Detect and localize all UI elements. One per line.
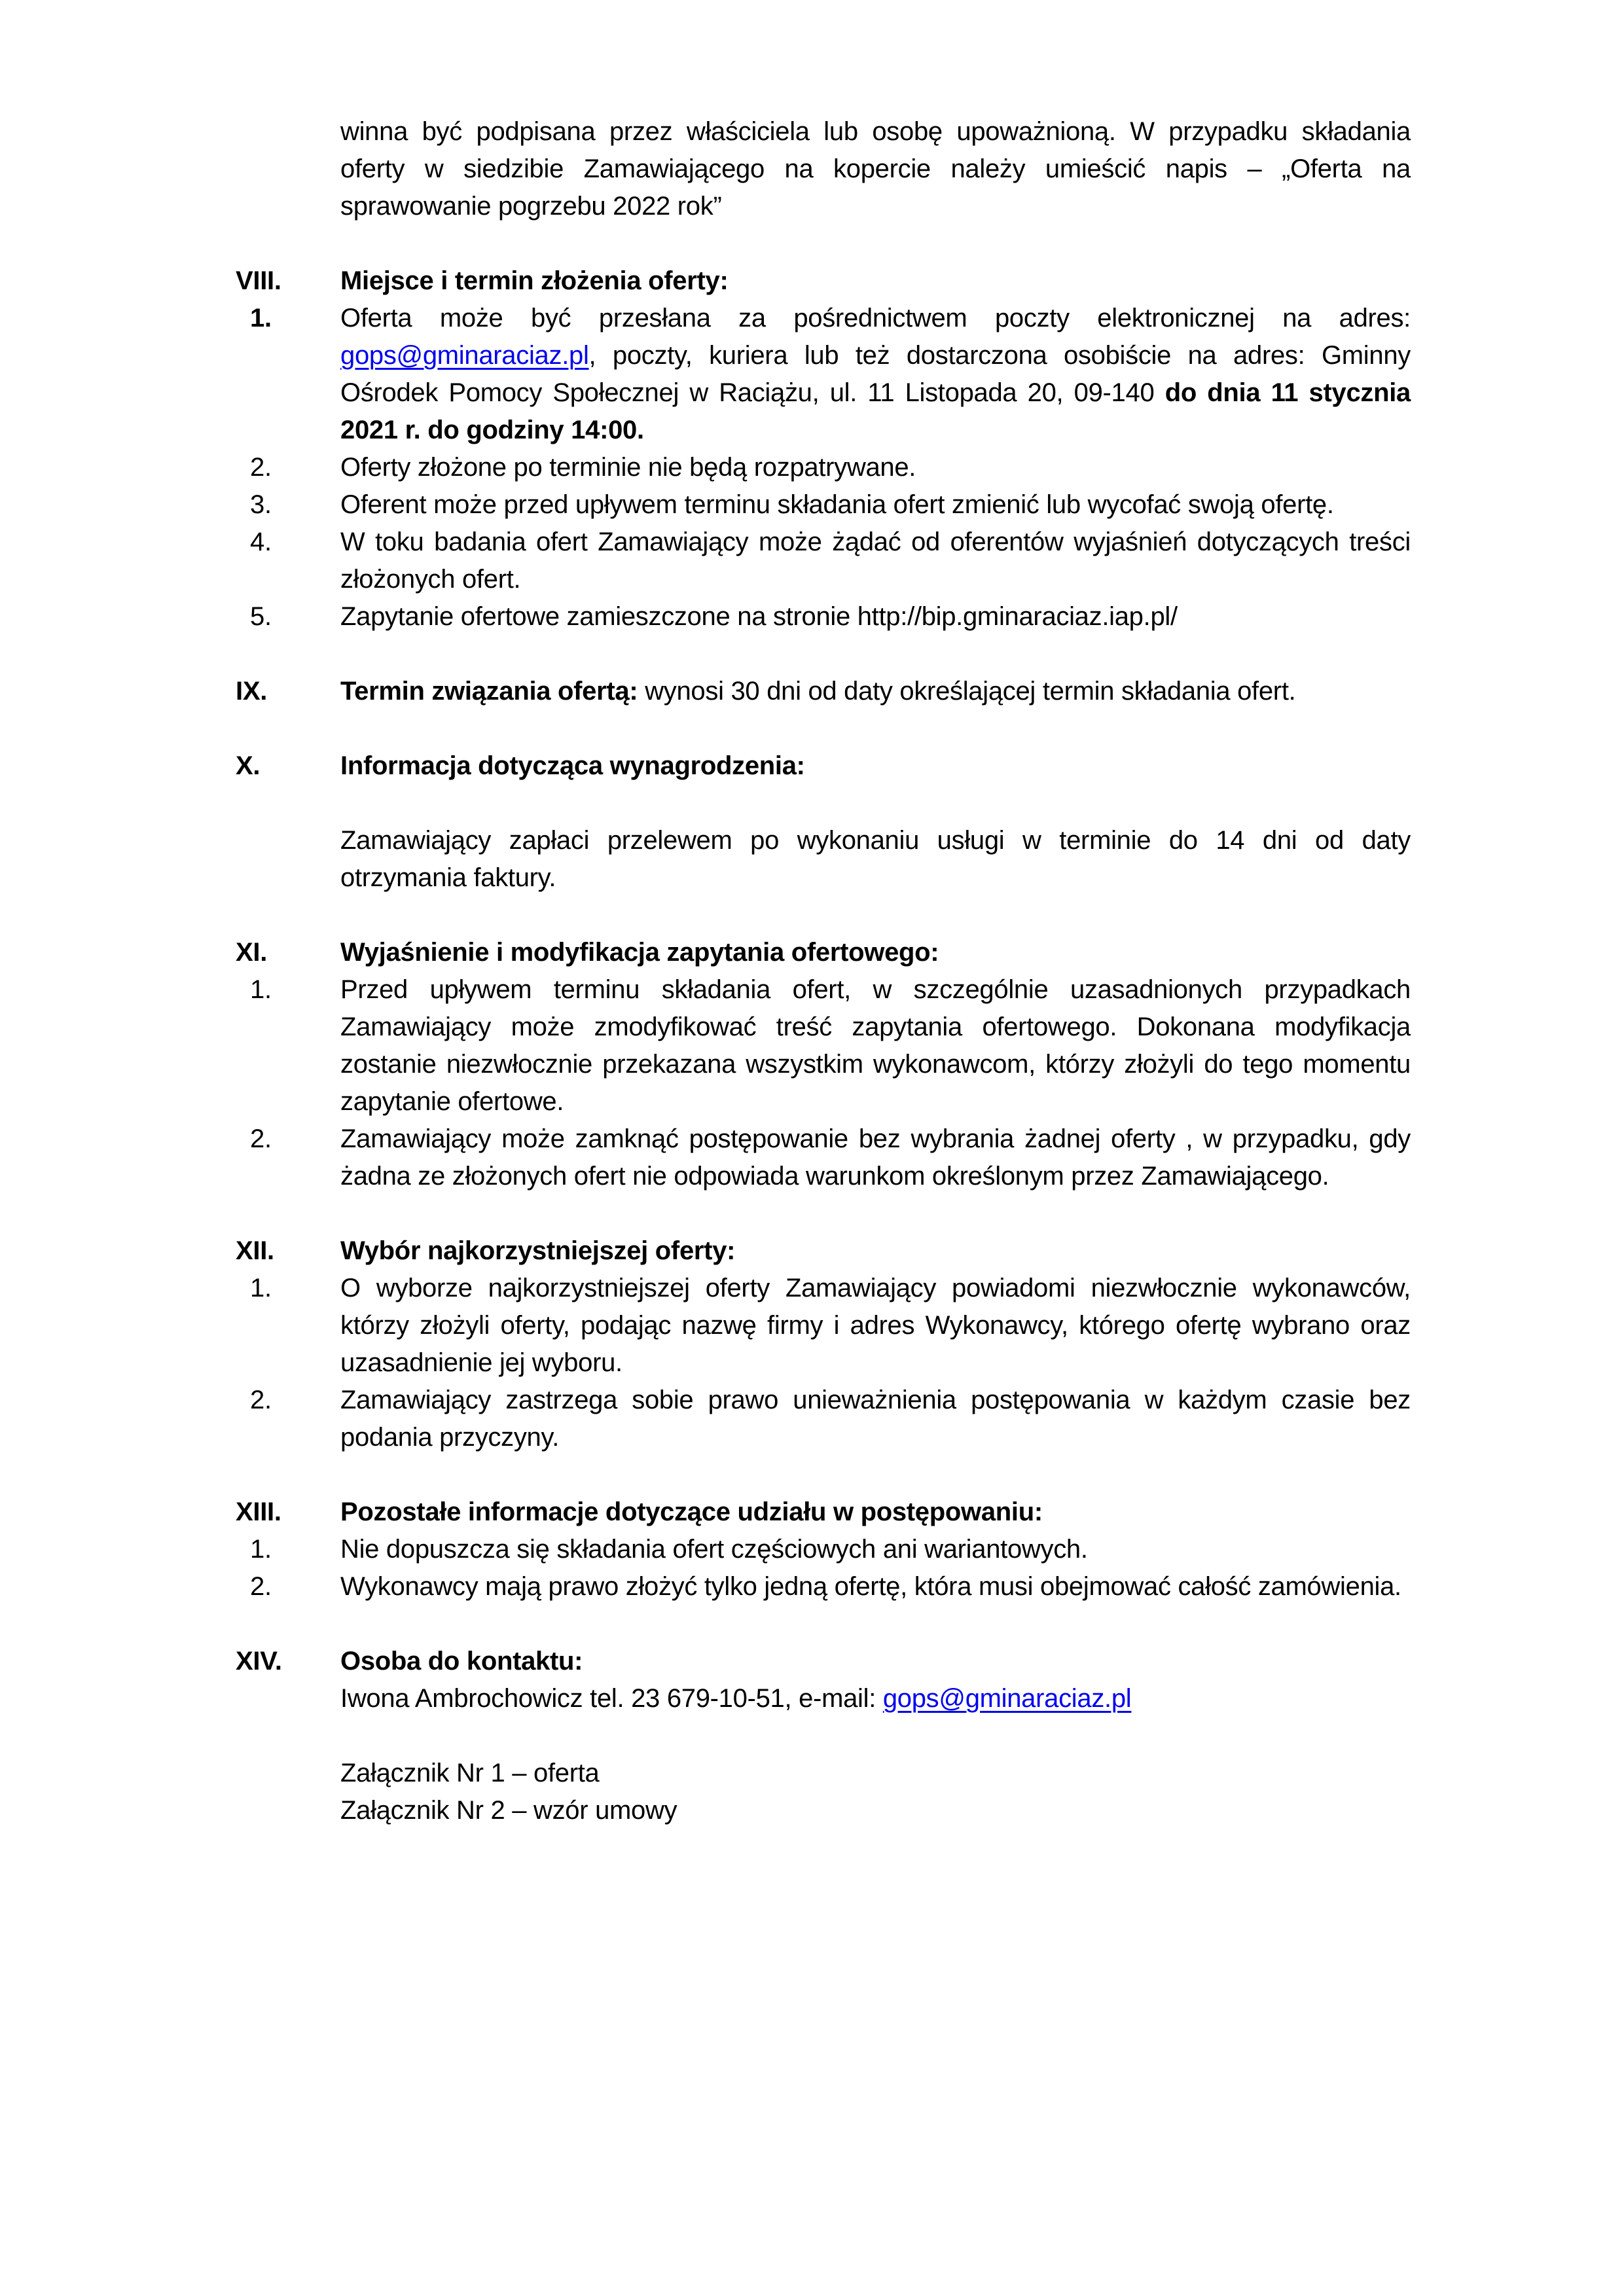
section-xii-marker: XII. bbox=[236, 1236, 274, 1265]
contact-text: Iwona Ambrochowicz tel. 23 679-10-51, e-mail: bbox=[340, 1684, 883, 1713]
intro-paragraph: winna być podpisana przez właściciela lub osobę upoważnioną. W przypadku składania oferty w siedzibie Zamawiającego na kopercie należy umieścić napis – „Oferta na sprawowanie pogrzebu 2022 rok” bbox=[340, 117, 1411, 221]
list-item-xii-1 bbox=[236, 1270, 1411, 1382]
contact-email-link[interactable]: gops@gminaraciaz.pl bbox=[882, 1684, 1132, 1713]
section-xiv-heading-row bbox=[236, 1643, 1411, 1680]
list-item-xii-2-text: Zamawiający zastrzega sobie prawo unieważnienia postępowania w każdym czasie bez podania przyczyny. bbox=[340, 1386, 1411, 1452]
section-xi-heading-row bbox=[236, 934, 1411, 971]
spacer bbox=[236, 1717, 1411, 1755]
list-item-viii-3-text: Oferent może przed upływem terminu składania ofert zmienić lub wycofać swoją ofertę. bbox=[340, 490, 1334, 519]
list-item-viii-4-text: W toku badania ofert Zamawiający może żądać od oferentów wyjaśnień dotyczących treści złożonych ofert. bbox=[340, 528, 1411, 594]
list-item-viii-5 bbox=[236, 598, 1411, 636]
section-xiii-heading-row bbox=[236, 1494, 1411, 1531]
list-item-xi-2-text: Zamawiający może zamknąć postępowanie bez wybrania żadnej oferty , w przypadku, gdy żadna ze złożonych ofert nie odpowiada warunkom określonym przez Zamawiającego. bbox=[340, 1124, 1411, 1191]
list-item-xi-2 bbox=[236, 1121, 1411, 1195]
list-item-viii-5-text: Zapytanie ofertowe zamieszczone na stronie http://bip.gminaraciaz.iap.pl/ bbox=[340, 602, 1178, 631]
spacer bbox=[236, 1456, 1411, 1494]
spacer bbox=[236, 636, 1411, 673]
list-item-viii-2-marker: 2. bbox=[250, 453, 272, 482]
list-item-viii-1-text bbox=[340, 300, 1411, 449]
attachment-1-row bbox=[236, 1755, 1411, 1792]
list-item-xiii-1 bbox=[236, 1531, 1411, 1568]
list-item-xiii-2-text: Wykonawcy mają prawo złożyć tylko jedną ofertę, która musi obejmować całość zamówienia. bbox=[340, 1572, 1401, 1601]
section-xi-marker: XI. bbox=[236, 938, 268, 967]
section-xiv-marker: XIV. bbox=[236, 1647, 282, 1676]
contact-row bbox=[236, 1680, 1411, 1717]
list-item-viii-3-marker: 3. bbox=[250, 490, 272, 519]
section-xii-heading-row bbox=[236, 1232, 1411, 1270]
list-item-viii-2 bbox=[236, 449, 1411, 486]
list-item-xiii-2 bbox=[236, 1568, 1411, 1605]
list-item-xi-1 bbox=[236, 971, 1411, 1121]
contact-line bbox=[340, 1680, 1411, 1717]
list-item-xii-2 bbox=[236, 1382, 1411, 1456]
spacer bbox=[236, 785, 1411, 822]
section-viii-heading: Miejsce i termin złożenia oferty: bbox=[340, 266, 729, 295]
section-ix-rest: wynosi 30 dni od daty określającej termin składania ofert. bbox=[638, 677, 1296, 706]
section-ix-heading-row bbox=[236, 673, 1411, 710]
list-item-viii-4 bbox=[236, 524, 1411, 598]
section-ix-marker: IX. bbox=[236, 677, 268, 706]
list-item-xi-1-text: Przed upływem terminu składania ofert, w szczególnie uzasadnionych przypadkach Zamawiający może zmodyfikować treść zapytania ofertowego. Dokonana modyfikacja zostanie niezwłocznie przekazana wszystkim wykonawcom, którzy złożyli do tego momentu zapytanie ofertowe. bbox=[340, 975, 1411, 1116]
section-viii-heading-row bbox=[236, 262, 1411, 300]
section-x-marker: X. bbox=[236, 751, 261, 780]
spacer bbox=[236, 1605, 1411, 1643]
spacer bbox=[236, 897, 1411, 934]
section-xiii-heading: Pozostałe informacje dotyczące udziału w postępowaniu: bbox=[340, 1498, 1043, 1526]
section-viii-marker: VIII. bbox=[236, 266, 281, 295]
attachment-2: Załącznik Nr 2 – wzór umowy bbox=[340, 1796, 677, 1825]
list-item-viii-5-marker: 5. bbox=[250, 602, 272, 631]
section-x-heading: Informacja dotycząca wynagrodzenia: bbox=[340, 751, 805, 780]
section-xiii-marker: XIII. bbox=[236, 1498, 281, 1526]
viii-1-deadline-bold: do dnia 11 stycznia 2021 r. do godziny 14:00. bbox=[340, 378, 1411, 444]
list-item-xii-1-marker: 1. bbox=[250, 1274, 272, 1302]
list-item-xiii-2-marker: 2. bbox=[250, 1572, 272, 1601]
section-xi-heading: Wyjaśnienie i modyfikacja zapytania ofertowego: bbox=[340, 938, 939, 967]
list-item-xiii-1-marker: 1. bbox=[250, 1535, 272, 1564]
list-item-viii-4-marker: 4. bbox=[250, 528, 272, 556]
spacer bbox=[236, 710, 1411, 747]
section-x-heading-row bbox=[236, 747, 1411, 785]
intro-paragraph-row bbox=[236, 113, 1411, 225]
section-x-paragraph: Zamawiający zapłaci przelewem po wykonaniu usługi w terminie do 14 dni od daty otrzymania faktury. bbox=[340, 826, 1411, 892]
viii-1-text-before-link: Oferta może być przesłana za pośrednictwem poczty elektronicznej na adres: bbox=[340, 304, 1411, 332]
section-xiv-heading: Osoba do kontaktu: bbox=[340, 1647, 583, 1676]
list-item-viii-3 bbox=[236, 486, 1411, 524]
list-item-xi-1-marker: 1. bbox=[250, 975, 272, 1004]
list-item-xii-1-text: O wyborze najkorzystniejszej oferty Zamawiający powiadomi niezwłocznie wykonawców, którzy złożyli oferty, podając nazwę firmy i adres Wykonawcy, którego ofertę wybrano oraz uzasadnienie jej wyboru. bbox=[340, 1274, 1411, 1377]
email-link[interactable]: gops@gminaraciaz.pl bbox=[340, 341, 589, 370]
spacer bbox=[236, 1195, 1411, 1232]
section-ix-text bbox=[340, 673, 1411, 710]
list-item-viii-2-text: Oferty złożone po terminie nie będą rozpatrywane. bbox=[340, 453, 916, 482]
list-item-viii-1 bbox=[236, 300, 1411, 449]
viii-1-text-after-link: , poczty, kuriera lub też dostarczona osobiście na adres: Gminny Ośrodek Pomocy Społecznej w Raciążu, ul. 11 Listopada 20, 09-140 bbox=[340, 341, 1411, 407]
section-x-paragraph-row bbox=[236, 822, 1411, 897]
section-ix-heading: Termin związania ofertą: bbox=[340, 677, 638, 706]
section-xii-heading: Wybór najkorzystniejszej oferty: bbox=[340, 1236, 736, 1265]
list-item-xiii-1-text: Nie dopuszcza się składania ofert częściowych ani wariantowych. bbox=[340, 1535, 1088, 1564]
attachment-1: Załącznik Nr 1 – oferta bbox=[340, 1759, 600, 1787]
attachment-2-row bbox=[236, 1792, 1411, 1829]
list-item-xi-2-marker: 2. bbox=[250, 1124, 272, 1153]
list-item-viii-1-marker: 1. bbox=[250, 304, 272, 332]
spacer bbox=[236, 225, 1411, 262]
list-item-xii-2-marker: 2. bbox=[250, 1386, 272, 1414]
